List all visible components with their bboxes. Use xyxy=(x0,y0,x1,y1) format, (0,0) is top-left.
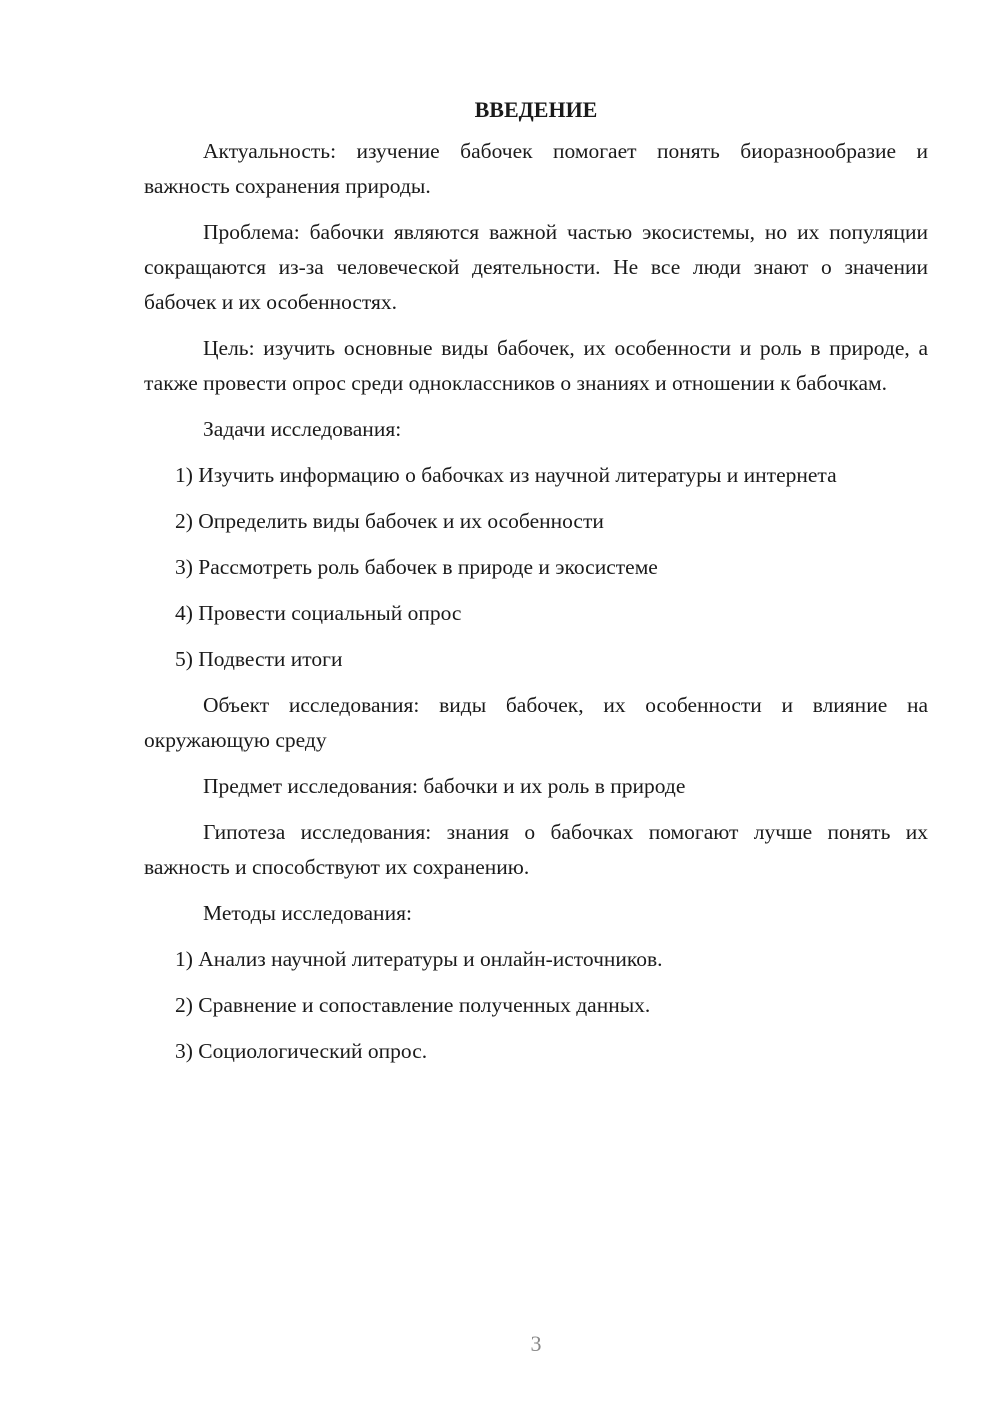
subject-paragraph: Предмет исследования: бабочки и их роль в природе xyxy=(203,774,686,798)
hypothesis-paragraph: Гипотеза исследования: знания о бабочках помогают лучше понять их важность и способствуют их сохранению. xyxy=(144,820,928,879)
document-page xyxy=(144,92,928,1080)
method-item: 3) Социологический опрос. xyxy=(175,1039,428,1063)
method-item: 2) Сравнение и сопоставление полученных данных. xyxy=(175,993,651,1017)
task-item: 1) Изучить информацию о бабочках из научной литературы и интернета xyxy=(175,463,837,487)
task-item: 2) Определить виды бабочек и их особенности xyxy=(175,509,604,533)
task-item: 4) Провести социальный опрос xyxy=(175,601,462,625)
goal-paragraph: Цель: изучить основные виды бабочек, их особенности и роль в природе, а также провести опрос среди одноклассников о знаниях и отношении к бабочкам. xyxy=(144,336,928,395)
object-paragraph: Объект исследования: виды бабочек, их особенности и влияние на окружающую среду xyxy=(144,693,928,752)
problem-paragraph: Проблема: бабочки являются важной частью экосистемы, но их популяции сокращаются из-за человеческой деятельности. Не все люди знают о значении бабочек и их особенностях. xyxy=(144,220,928,314)
task-item: 5) Подвести итоги xyxy=(175,647,343,671)
methods-heading: Методы исследования: xyxy=(203,901,412,925)
task-item: 3) Рассмотреть роль бабочек в природе и экосистеме xyxy=(175,555,658,579)
page-title: ВВЕДЕНИЕ xyxy=(474,97,598,122)
page-number: 3 xyxy=(530,1331,542,1356)
tasks-heading: Задачи исследования: xyxy=(203,417,402,441)
relevance-paragraph: Актуальность: изучение бабочек помогает понять биоразнообразие и важность сохранения природы. xyxy=(144,139,928,198)
method-item: 1) Анализ научной литературы и онлайн-источников. xyxy=(175,947,663,971)
